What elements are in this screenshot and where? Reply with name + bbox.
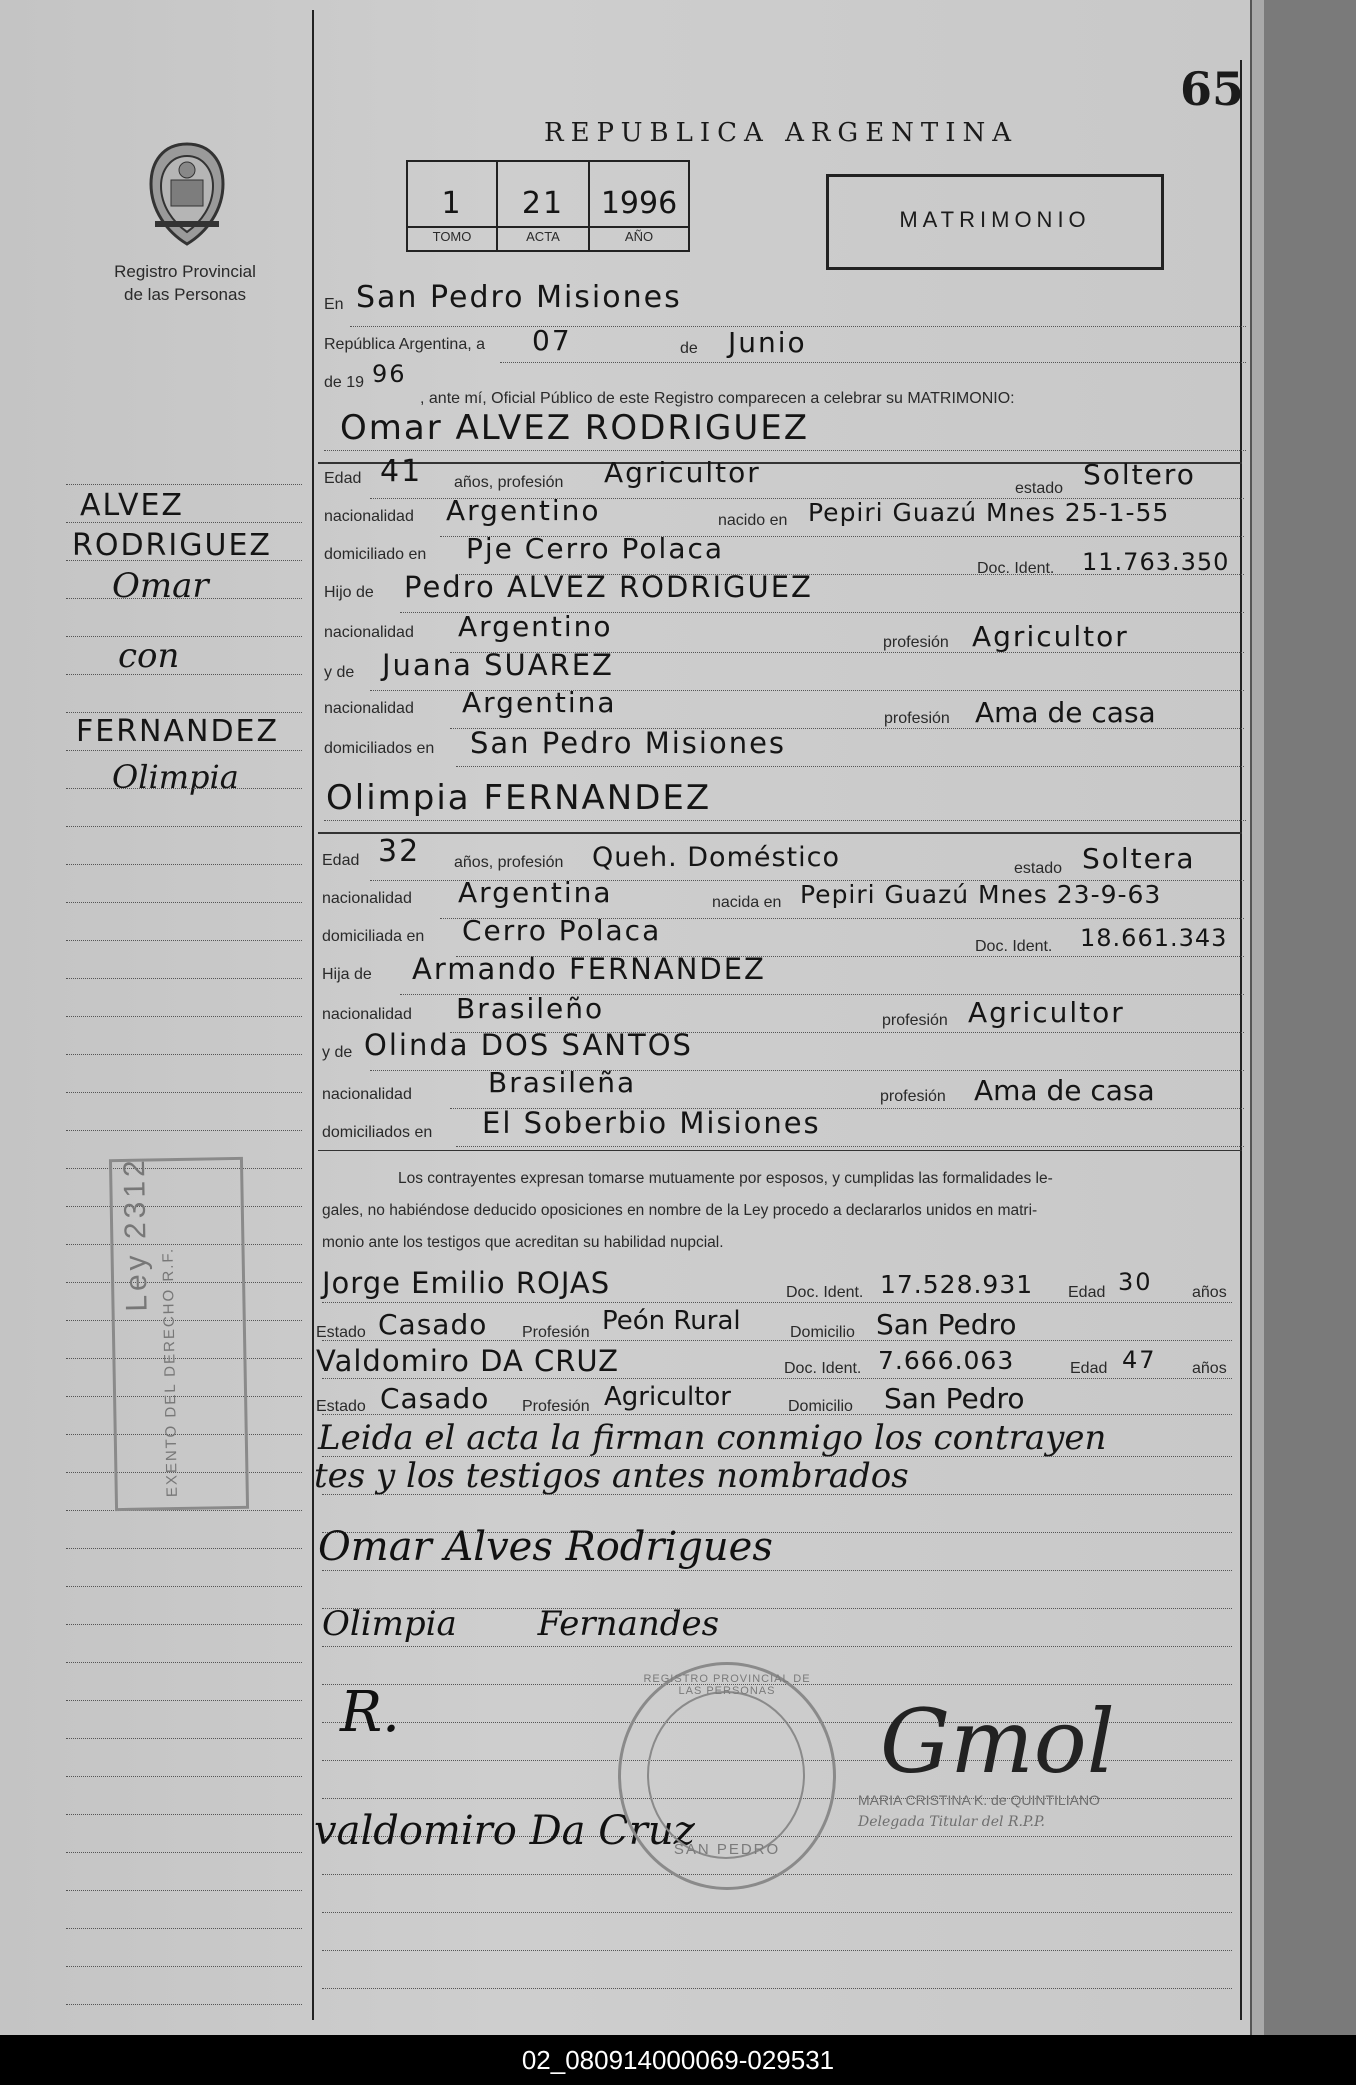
republic-title: REPUBLICA ARGENTINA — [544, 118, 1019, 148]
bride-parents-dom-label: domiciliados en — [322, 1124, 433, 1141]
witness1-signature: R. — [340, 1680, 400, 1745]
witness2-anos-label: años — [1192, 1360, 1227, 1377]
ano-label: AÑO — [624, 229, 654, 244]
witness2-prof-label: Profesión — [522, 1398, 590, 1415]
bride-anos-label: años, profesión — [454, 854, 564, 871]
margin-note-2: RODRIGUEZ — [72, 528, 272, 563]
groom-doc-ident: 11.763.350 — [1082, 548, 1230, 576]
bride-mother-prof-label: profesión — [880, 1088, 946, 1105]
margin-note-5: FERNANDEZ — [76, 714, 280, 749]
witness2-doc-ident: 7.666.063 — [878, 1346, 1015, 1375]
margin-rule-line — [66, 1586, 302, 1587]
scan-footer-id: 02_080914000069-029531 — [0, 2035, 1356, 2085]
witness1-edad-label: Edad — [1068, 1284, 1106, 1301]
groom-birthplace: Pepiri Guazú Mnes 25-1-55 — [808, 498, 1170, 527]
bride-nationality: Argentina — [458, 876, 613, 909]
bride-dom-label: domiciliada en — [322, 928, 425, 945]
right-border — [1240, 60, 1242, 2020]
witness1-prof-label: Profesión — [522, 1324, 590, 1341]
bride-birthplace: Pepiri Guazú Mnes 23-9-63 — [800, 880, 1162, 909]
groom-age: 41 — [380, 454, 423, 489]
margin-note-6: Olimpia — [112, 758, 239, 796]
official-signature: Gmol — [880, 1690, 1115, 1793]
margin-rule-line — [66, 1814, 302, 1815]
groom-hijo-label: Hijo de — [324, 584, 374, 601]
bride-doc-ident: 18.661.343 — [1080, 924, 1228, 952]
signature-rule-line — [322, 1988, 1232, 1989]
registry-line-2: de las Personas — [124, 285, 246, 304]
margin-rule-line — [66, 1890, 302, 1891]
margin-rule-line — [66, 674, 302, 675]
margin-rule-line — [66, 1928, 302, 1929]
bride-domicile: Cerro Polaca — [462, 914, 662, 947]
margin-rule-line — [66, 1092, 302, 1093]
margin-divider — [312, 10, 314, 2020]
groom-mother-nat-label: nacionalidad — [324, 700, 414, 717]
margin-rule-line — [66, 1738, 302, 1739]
witness1-age: 30 — [1118, 1268, 1153, 1296]
groom-nationality: Argentino — [446, 494, 601, 527]
round-stamp-text: REGISTRO PROVINCIAL DE LAS PERSONAS — [643, 1673, 811, 1697]
doc-type: MATRIMONIO — [899, 207, 1091, 232]
witness1-domicile: San Pedro — [876, 1308, 1017, 1341]
margin-rule-line — [66, 522, 302, 523]
margin-rule-line — [66, 1966, 302, 1967]
witness2-estado: Casado — [380, 1382, 490, 1415]
intro-year: 96 — [372, 360, 407, 388]
witness2-estado-label: Estado — [316, 1398, 366, 1415]
bride-mother: Olinda DOS SANTOS — [364, 1028, 693, 1062]
bride-father-nat-label: nacionalidad — [322, 1006, 412, 1023]
margin-rule-line — [66, 1054, 302, 1055]
witness2-dom-label: Domicilio — [788, 1398, 853, 1415]
bride-father-profession: Agricultor — [968, 996, 1125, 1029]
margin-rule-line — [66, 940, 302, 941]
groom-signature: Omar Alves Rodrigues — [318, 1524, 773, 1570]
declaration-line-3: monio ante los testigos que acreditan su habilidad nupcial. — [322, 1234, 724, 1251]
intro-place: San Pedro Misiones — [356, 280, 682, 315]
margin-note-3: Omar — [112, 566, 209, 606]
acta-label: ACTA — [526, 229, 560, 244]
margin-rule-line — [66, 1662, 302, 1663]
bride-hija-label: Hija de — [322, 966, 372, 983]
margin-rule-line — [66, 1852, 302, 1853]
bride-name: Olimpia FERNANDEZ — [326, 778, 712, 818]
witness2-signature: valdomiro Da Cruz — [314, 1808, 695, 1854]
bride-estado-label: estado — [1014, 860, 1063, 877]
witness1-estado: Casado — [378, 1308, 488, 1341]
margin-note-4: con — [118, 636, 180, 676]
registry-round-stamp — [618, 1662, 836, 1890]
record-box — [406, 160, 690, 252]
groom-dom-label: domiciliado en — [324, 546, 427, 563]
ano-value: 1996 — [600, 186, 678, 221]
margin-note-1: ALVEZ — [80, 488, 184, 523]
witness1-dom-label: Domicilio — [790, 1324, 855, 1341]
groom-father-nationality: Argentino — [458, 610, 613, 643]
margin-rule-line — [66, 598, 302, 599]
bride-signature: Olimpia Fernandes — [322, 1604, 720, 1644]
bride-parents-domicile: El Soberbio Misiones — [482, 1106, 821, 1140]
bride-nacida-label: nacida en — [712, 894, 782, 911]
witness2-edad-label: Edad — [1070, 1360, 1108, 1377]
ley-stamp — [109, 1157, 249, 1511]
doc-type-box — [826, 174, 1164, 270]
registry-line-1: Registro Provincial — [114, 262, 256, 281]
groom-father-prof-label: profesión — [883, 634, 949, 651]
margin-rule-line — [66, 864, 302, 865]
declaration-line-2: gales, no habiéndose deducido oposiciones en nombre de la Ley procedo a declararlos unidos en matri- — [322, 1202, 1038, 1219]
official-name: MARIA CRISTINA K. de QUINTILIANO — [858, 1792, 1100, 1808]
groom-parents-domicile: San Pedro Misiones — [470, 726, 787, 760]
witness1-estado-label: Estado — [316, 1324, 366, 1341]
signature-rule-line — [322, 1570, 1232, 1571]
closing-line-1: Leida el acta la firman conmigo los contrayen — [318, 1418, 1107, 1458]
margin-rule-line — [66, 978, 302, 979]
margin-rule-line — [66, 1700, 302, 1701]
margin-rule-line — [66, 750, 302, 751]
margin-rule-line — [66, 2004, 302, 2005]
witness1-profession: Peón Rural — [602, 1306, 741, 1336]
tomo-label: TOMO — [432, 229, 472, 244]
witness2-docident-label: Doc. Ident. — [784, 1360, 862, 1377]
bride-father-prof-label: profesión — [882, 1012, 948, 1029]
page-edge-fold — [1250, 0, 1264, 2035]
groom-father-nat-label: nacionalidad — [324, 624, 414, 641]
margin-rule-line — [66, 826, 302, 827]
witness2-profession: Agricultor — [604, 1382, 731, 1412]
groom-mother: Juana SUAREZ — [382, 648, 614, 682]
signature-rule-line — [322, 1646, 1232, 1647]
groom-docident-label: Doc. Ident. — [977, 560, 1055, 577]
groom-profession: Agricultor — [604, 456, 761, 489]
bride-father-nationality: Brasileño — [456, 992, 605, 1025]
intro-day: 07 — [532, 324, 572, 357]
intro-month: Junio — [728, 326, 807, 359]
closing-line-2: tes y los testigos antes nombrados — [314, 1456, 909, 1496]
margin-rule-line — [66, 560, 302, 561]
margin-rule-line — [66, 712, 302, 713]
bride-estado: Soltera — [1082, 842, 1196, 875]
ley-stamp-text: Ley 2312 — [117, 1156, 154, 1313]
groom-nacido-label: nacido en — [718, 512, 788, 529]
bride-nat-label: nacionalidad — [322, 890, 412, 907]
groom-mother-profession: Ama de casa — [975, 696, 1156, 729]
official-title: Delegada Titular del R.P.P. — [858, 1814, 1045, 1830]
groom-domicile: Pje Cerro Polaca — [466, 532, 725, 565]
bride-age: 32 — [378, 834, 421, 869]
margin-rule-line — [66, 1130, 302, 1131]
witness2-domicile: San Pedro — [884, 1382, 1025, 1415]
margin-rule-line — [66, 636, 302, 637]
ley-stamp-subtext: EXENTO DEL DERECHO R.F. — [159, 1246, 181, 1498]
groom-nat-label: nacionalidad — [324, 508, 414, 525]
bride-father: Armando FERNANDEZ — [412, 952, 766, 986]
groom-estado: Soltero — [1083, 458, 1196, 491]
bride-mother-profession: Ama de casa — [974, 1074, 1155, 1107]
groom-anos-label: años, profesión — [454, 474, 564, 491]
year-prefix: de 19 — [324, 374, 365, 391]
groom-father-profession: Agricultor — [972, 620, 1129, 653]
round-stamp-place: SAN PEDRO — [673, 1841, 781, 1858]
groom-parents-dom-label: domiciliados en — [324, 740, 435, 757]
republica-label: República Argentina, a — [324, 336, 485, 353]
groom-mother-nationality: Argentina — [462, 686, 617, 719]
margin-rule-line — [66, 1548, 302, 1549]
page-edge — [1262, 0, 1356, 2035]
groom-mother-prof-label: profesión — [884, 710, 950, 727]
declaration-line-1: Los contrayentes expresan tomarse mutuamente por esposos, y cumplidas las formalidades le- — [398, 1170, 1053, 1187]
groom-yde-label: y de — [324, 664, 355, 681]
witness1-docident-label: Doc. Ident. — [786, 1284, 864, 1301]
margin-rule-line — [66, 1510, 302, 1511]
witness2-age: 47 — [1122, 1346, 1157, 1374]
groom-name: Omar ALVEZ RODRIGUEZ — [340, 408, 810, 448]
acta-value: 21 — [521, 186, 565, 221]
page-number: 65 — [1180, 62, 1245, 116]
de-label: de — [680, 340, 698, 357]
signature-rule-line — [322, 1912, 1232, 1913]
witness1-anos-label: años — [1192, 1284, 1227, 1301]
tomo-value: 1 — [441, 186, 463, 221]
margin-rule-line — [66, 1016, 302, 1017]
margin-rule-line — [66, 902, 302, 903]
groom-edad-label: Edad — [324, 470, 362, 487]
bride-docident-label: Doc. Ident. — [975, 938, 1053, 955]
groom-father: Pedro ALVEZ RODRIGUEZ — [404, 570, 813, 604]
bride-mother-nationality: Brasileña — [488, 1066, 637, 1099]
signature-rule-line — [322, 1950, 1232, 1951]
bride-edad-label: Edad — [322, 852, 360, 869]
witness1-doc-ident: 17.528.931 — [880, 1270, 1034, 1299]
provincial-seal-icon — [143, 140, 231, 248]
margin-rule-line — [66, 1776, 302, 1777]
witness2-name: Valdomiro DA CRUZ — [316, 1344, 619, 1378]
witness1-name: Jorge Emilio ROJAS — [322, 1266, 611, 1300]
margin-rule-line — [66, 788, 302, 789]
groom-estado-label: estado — [1015, 480, 1064, 497]
bride-mother-nat-label: nacionalidad — [322, 1086, 412, 1103]
intro-statement: , ante mí, Oficial Público de este Registro comparecen a celebrar su MATRIMONIO: — [420, 390, 1015, 407]
bride-profession: Queh. Doméstico — [592, 842, 840, 873]
bride-yde-label: y de — [322, 1044, 353, 1061]
margin-rule-line — [66, 1624, 302, 1625]
en-label: En — [324, 296, 344, 313]
margin-rule-line — [66, 484, 302, 485]
